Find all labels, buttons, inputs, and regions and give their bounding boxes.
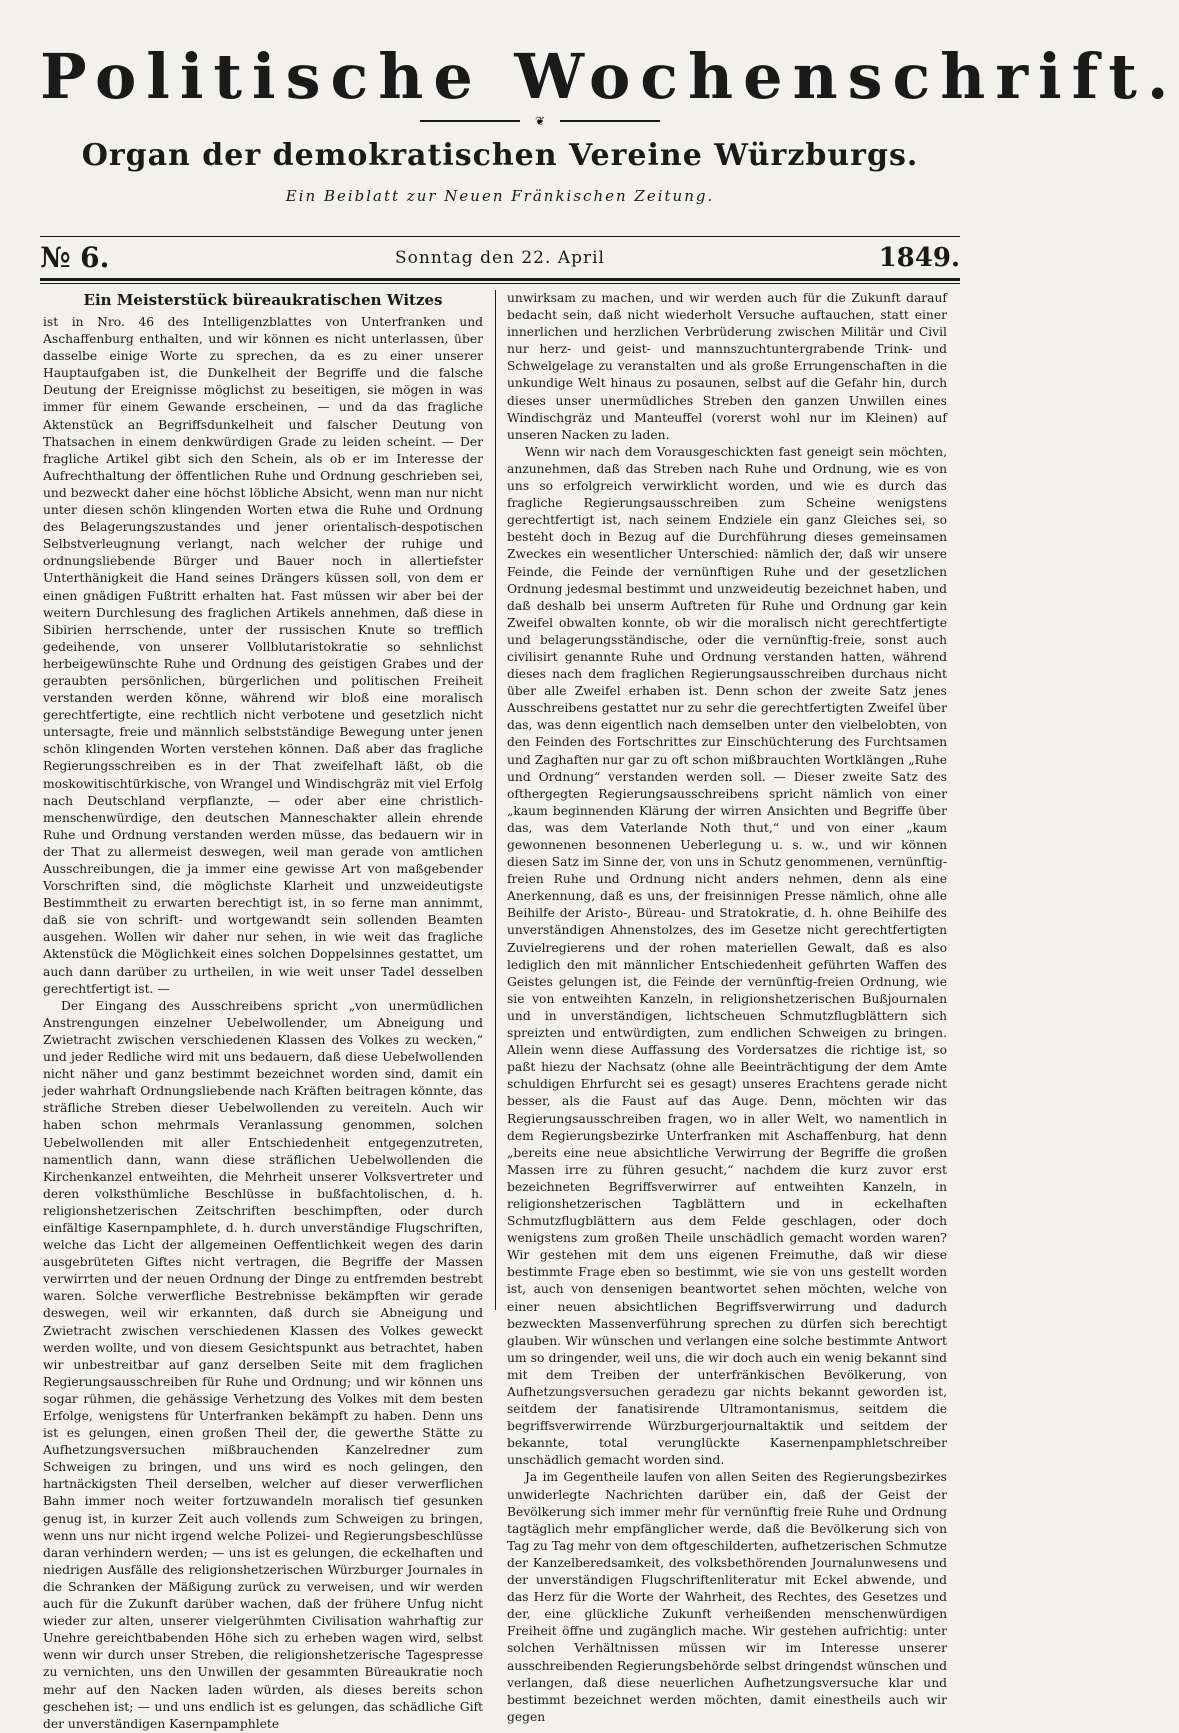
article-paragraph: Der Eingang des Ausschreibens spricht „von unermüdlichen Anstrengungen einzelner Uebelwollender, um Abneigung und Zwietracht zwischen verschiedenen Klassen des Volkes zu wecken,“ und jeder Redliche wird mit uns bedauern, daß diese Uebelwollenden nicht näher und ganz bestimmt bezeichnet worden sind, damit ein jeder wahrhaft Ordnungsliebende nach Kräften beitragen könnte, das sträfliche Streben dieser Uebelwollenden zu vereiteln. Auch wir haben schon mehrmals Veranlassung genommen, solchen Uebelwollenden mit aller Entschiedenheit entgegenzutreten, namentlich dann, wann diese sträflichen Uebelwollenden die Kirchenkanzel entweihten, die Mehrheit unserer Volksvertreter und deren volksthümliche Beschlüsse in bußfachtolischen, d. h. religionshetzerischen Zeitschriften beschimpften, oder durch einfältige Kasernpamphlete, d. h. durch unverständige Flugschriften, welche das Licht der allgemeinen Oeffentlichkeit wegen des darin ausgebrüteten Giftes nicht vertragen, die Begriffe der Massen verwirrten und der neuen Ordnung der Dinge zu entfremden bestrebt waren. Solche verwerfliche Bestrebnisse bekämpften wir gerade deswegen, weil wir erkannten, daß durch sie Abneigung und Zwietracht zwischen verschiedenen Klassen des Volkes geweckt werden wollte, und von diesem Gesichtspunkt aus betrachtet, haben wir unbestreitbar auf ganz derselben Seite mit dem fraglichen Regierungsausschreiben für Ruhe und Ordnung; und wir können uns sogar rühmen, die gehässige Verhetzung des Volkes mit dem besten Erfolge, wenigstens für Unterfranken bekämpft zu haben. Denn uns ist es gelungen, einen großen Theil der, die gewerthe Stätte zu Aufhetzungsversuchen mißbrauchenden Kanzelredner zum Schweigen zu bringen, und uns wird es noch gelingen, den hartnäckigsten Theil derselben, welcher auf dieser verwerflichen Bahn immer noch weiter fortzuwandeln moralisch tief gesunken genug ist, in kurzer Zeit auch vollends zum Schweigen zu bringen, wenn uns nur nicht irgend welche Polizei- und Regierungsbeschlüsse daran verhindern werden; — uns ist es gelungen, die eckelhaften und niedrigen Ausfälle des religionshetzerischen Würzburger Journales in die Schranken der Mäßigung zurück zu verweisen, und wir werden auch für die Zukunft darüber wachen, daß der frühere Unfug nicht wieder zur alten, unserer vielgerühmten Civilisation wahrhaftig zur Unehre gereichtbabenden Höhe sich zu erheben wagen wird, selbst wenn wir durch unser Streben, die religionshetzerische Tagespresse zu vernichten, uns den Unwillen der gesammten Büreaukratie noch mehr auf den Nacken laden würden, als dieses bereits schon geschehen ist; — und uns endlich ist es gelungen, das schädliche Gift der unverständigen Kasernpamphlete xyxy=(43,998,483,1731)
column-divider xyxy=(495,290,496,1310)
article-paragraph: unwirksam zu machen, und wir werden auch für die Zukunft darauf bedacht sein, daß nicht wiederholt Versuche auftauchen, statt einer innerlichen und herzlichen Verbrüderung zwischen Militär und Civil nur herz- und geist- und mannszuchtuntergrabende Trink- und Schwelgelage zu veranstalten und als große Errungenschaften in die unkundige Welt hinaus zu posaunen, selbst auf die Gefahr hin, durch dieses unser unermüdliches Streben den ganzen Unwillen eines Windischgräz und Manteuffel (vorerst wohl nur im Kleinen) auf unseren Nacken zu laden. xyxy=(507,291,947,442)
article-paragraph: Ja im Gegentheile laufen von allen Seiten des Regierungsbezirkes unwiderlegte Nachrichten darüber ein, daß der Geist der Bevölkerung sich immer mehr für vernünftig freie Ruhe und Ordnung tagtäglich mehr empfänglicher werde, daß die Bevölkerung sich von Tag zu Tag mehr von dem oftgeschilderten, aufhetzerischen Schmutze der Kanzelberedsamkeit, des volksbethörenden Journalunwesens und der unverständigen Flugschriftenliteratur mit Eckel abwende, und das Herz für die Worte der Wahrheit, des Rechtes, des Gesetzes und der, eine glückliche Zukunft verheißenden menschenwürdigen Freiheit öffne und zugänglich mache. Wir gestehen aufrichtig: unter solchen Verhältnissen müssen wir im Interesse unserer ausschreibenden Regierungsbehörde selbst dringendst wünschen und verlangen, daß diese neuerlichen Aufhetzungsversuche klar und bestimmt bezeichnet werden möchten, damit einestheils auch wir gegen xyxy=(507,1470,947,1724)
ornament-rule-right xyxy=(560,120,660,122)
article-column-right xyxy=(507,290,947,1724)
header-rule-top xyxy=(40,236,960,237)
issue-date: Sonntag den 22. April xyxy=(395,248,605,268)
header-rule-bottom-thin xyxy=(40,283,960,284)
newspaper-title: Politische Wochenschrift. xyxy=(40,40,1179,113)
issue-year: 1849. xyxy=(878,243,960,273)
newspaper-subtitle: Organ der demokratischen Vereine Würzburgs. xyxy=(81,138,919,173)
title-ornament xyxy=(420,114,660,128)
masthead xyxy=(40,40,1179,205)
issue-line xyxy=(40,241,960,275)
article-column-left xyxy=(43,290,483,1731)
issue-number: № 6. xyxy=(40,241,110,274)
article-paragraph: ist in Nro. 46 des Intelligenzblattes von Unterfranken und Aschaffenburg enthalten, und wir können es nicht unterlassen, über dasselbe einige Worte zu sprechen, da es zu einer unserer Hauptaufgaben ist, die Dunkelheit der Begriffe und die falsche Deutung der Ereignisse möglichst zu beseitigen, sie mögen in was immer für einem Gewande erscheinen, — und da das fragliche Aktenstück an Begriffsdunkelheit und falscher Deutung von Thatsachen in einem denkwürdigen Grade zu leiden scheint. — Der fragliche Artikel gibt sich den Schein, als ob er im Interesse der Aufrechthaltung der öffentlichen Ruhe und Ordnung geschrieben sei, und bezweckt daher eine höchst löbliche Absicht, wenn man nur nicht unter diesen schön klingenden Worten etwa die Ruhe und Ordnung des Belagerungszustandes und jener orientalisch-despotischen Selbstverleugnung verlangt, nach welcher der ruhige und ordnungsliebende Bürger und Bauer noch in allertiefster Unterthänigkeit die Hand seines Drängers küssen soll, von dem er einen gnädigen Fußtritt erhalten hat. Fast müssen wir aber bei der weitern Durchlesung des fraglichen Artikels annehmen, daß diese in Sibirien herrschende, unter der russischen Knute so trefflich gedeihende, von unserer Vollblutaristokratie so sehnlichst herbeigewünschte Ruhe und Ordnung des geistigen Grabes und der geraubten persönlichen, bürgerlichen und politischen Freiheit verstanden werden könne, während wir bloß eine moralisch gerechtfertigte, eine rechtlich nicht verbotene und gesetzlich nicht untersagte, freie und männlich selbstständige Bewegung unter jenen schön klingenden Worten verstehen können. Daß aber das fragliche Regierungsschreiben es in der That zweifelhaft läßt, ob die moskowitischtürkische, von Wrangel und Windischgräz mit viel Erfolg nach Deutschland verpflanzte, — oder aber eine christlich-menschenwürdige, den deutschen Manneschakter allein ehrende Ruhe und Ordnung verstanden werden müsse, das bedauern wir in der That zu allermeist deswegen, weil man gerade von amtlichen Ausschreibungen, die ja immer eine gewisse Art von maßgebender Vorschriften sind, die möglichste Klarheit und unzweideutigste Bestimmtheit zu erwarten berechtigt ist, in so ferne man annimmt, daß sie von schrift- und wortgewandt sein sollenden Beamten ausgehen. Wollen wir daher nur sehen, in wie weit das fragliche Aktenstück die Möglichkeit eines solchen Doppelsinnes gestattet, um auch dann darüber zu urtheilen, in wie weit unser Tadel desselben gerechtfertigt ist. — xyxy=(43,315,483,996)
ornament-flourish-icon: ❦ xyxy=(534,114,546,128)
article-paragraph: Wenn wir nach dem Vorausgeschickten fast geneigt sein möchten, anzunehmen, daß das Streben nach Ruhe und Ordnung, wie es von uns so erfolgreich verwirklicht worden, und wie es durch das fragliche Regierungsausschreiben zum Scheine wenigstens gerechtfertigt ist, nach seinem Endziele ein ganz Gleiches sei, so besteht doch in Bezug auf die Durchführung dieses gemeinsamen Zweckes ein wesentlicher Unterschied: nämlich der, daß wir unsere Feinde, die Feinde der vernünftigen Ruhe und der gesetzlichen Ordnung jedesmal bestimmt und unzweideutig bezeichnet haben, und daß deshalb bei unserm Auftreten für Ruhe und Ordnung gar kein Zweifel obwalten konnte, ob wir die moralisch nicht gerechtfertigte und belagerungsständische, oder die vernünftig-freie, sonst auch civilisirt genannte Ruhe und Ordnung verstanden hatten, während dieses nach dem fraglichen Regierungsausschreiben durchaus nicht über alle Zweifel erhaben ist. Denn schon der zweite Satz jenes Ausschreibens gestattet nur zu sehr die gerechtfertigten Zweifel über das, was denn eigentlich nach demselben unter den vielbelobten, von den Feinden des Fortschrittes zur Einschüchterung des Furchtsamen und Zaghaften nur gar zu oft schon mißbrauchten Wortklängen „Ruhe und Ordnung“ verstanden werden soll. — Dieser zweite Satz des ofthergegten Regierungsausschreibens spricht nämlich von einer „kaum beginnenden Klärung der wirren Ansichten und Begriffe über das, was dem Vaterlande Noth thut,“ und von einer „kaum gewonnenen besonnenen Ueberlegung u. s. w., und wir können diesen Satz im Sinne der, von uns in Schutz genommenen, vernünftig-freien Ruhe und Ordnung nicht anders nehmen, denn als eine Anerkennung, daß es uns, der freisinnigen Presse nämlich, ohne alle Beihilfe der Aristo-, Büreau- und Stratokratie, d. h. ohne Beihilfe des unverständigen Ahnenstolzes, des im Gesetze nicht gerechtfertigten Zuvielregierens und der rohen materiellen Gewalt, daß es also lediglich den mit männlicher Entschiedenheit geführten Waffen des Geistes gelungen ist, die Feinde der vernünftig-freien Ordnung, wie sie von entweihten Kanzeln, in religionshetzerischen Bußjournalen und in unverständigen, lichtscheuen Schmutzflugblättern sich spreizten und entwürdigten, zum endlichen Schweigen zu bringen. Allein wenn diese Auffassung des Vordersatzes die richtige ist, so paßt hiezu der Nachsatz (ohne alle Beeinträchtigung der dem Amte schuldigen Ehrfurcht sei es gesagt) unseres Erachtens gerade nicht besser, als die Faust auf das Auge. Denn, möchten wir das Regierungsausschreiben fragen, wo in aller Welt, wo namentlich in dem Regierungsbezirke Unterfranken mit Aschaffenburg, hat denn „bereits eine neue absichtliche Verwirrung der Begriffe die großen Massen irre zu führen gesucht,“ nachdem die kurz zuvor erst bezeichneten Begriffsverwirrer auf entweihten Kanzeln, in religionshetzerischen Tagblättern und in eckelhaften Schmutzflugblättern aus dem Felde geschlagen, oder doch wenigstens zum großen Theile unschädlich gemacht worden waren? Wir gestehen mit dem uns eigenen Freimuthe, daß wir diese bestimmte Frage eben so bestimmt, wie sie von uns gestellt worden ist, auch von densenigen beantwortet sehen möchten, welche von einer neuen absichtlichen Begriffsverwirrung und dadurch bezweckten Massenverführung sprechen zu dürfen sich berechtigt glauben. Wir wünschen und verlangen eine solche bestimmte Antwort um so dringender, weil uns, die wir doch auch ein wenig bekannt sind mit dem Treiben der unterfränkischen Bevölkerung, von Aufhetzungsversuchen geradezu gar nichts bekannt geworden ist, seitdem der fanatisirende Ultramontanismus, seitdem die begriffsverwirrende Würzburgerjournaltaktik und seitdem der bekannte, total verunglückte Kasernenpamphletschreiber unschädlich gemacht worden sind. xyxy=(507,444,947,1468)
supplement-note: Ein Beiblatt zur Neuen Fränkischen Zeitung. xyxy=(285,187,715,205)
article-heading: Ein Meisterstück büreaukratischen Witzes xyxy=(83,291,443,309)
ornament-rule-left xyxy=(420,120,520,122)
header-rule-bottom xyxy=(40,278,960,281)
